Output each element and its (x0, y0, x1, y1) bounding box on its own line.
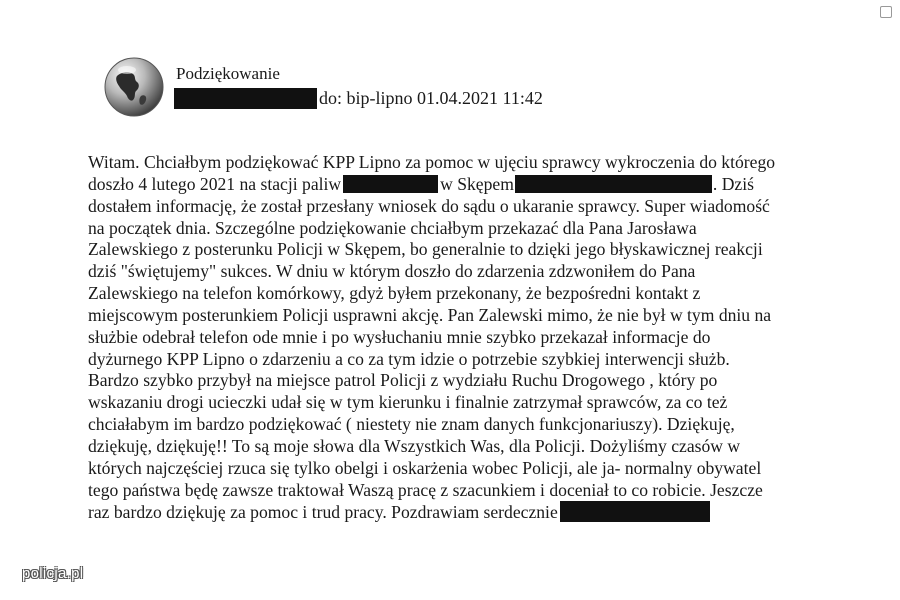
closing-text: raz bardzo dziękuję za pomoc i trud pracy. Pozdrawiam serdecznie (88, 501, 558, 522)
body-fragment: . Dziś (712, 173, 754, 194)
body-line: dyżurnego KPP Lipno o zdarzeniu a co za tym idzie o potrzebie szybkiej interwencji służb. (88, 348, 730, 369)
corner-mark (880, 6, 892, 18)
body-line: Zalewskiego na telefon komórkowy, gdyż byłem przekonany, że bezpośredni kontakt z (88, 283, 701, 304)
globe-icon (103, 56, 165, 118)
body-line: chciałabym im bardzo podziękować ( niestety nie znam danych funkcjonariuszy). Dziękuję, (88, 414, 735, 435)
body-line: służbie odebrał telefon ode mnie i po wysłuchaniu mnie szybko przekazał informacje do (88, 326, 711, 347)
body-line: Witam. Chciałbym podziękować KPP Lipno za pomoc w ujęciu sprawcy wykroczenia do którego (88, 152, 776, 172)
body-line: dziękuję, dziękuję!! To są moje słowa dla Wszystkich Was, dla Policji. Dożyliśmy czasów w (88, 435, 741, 456)
redacted-signature (560, 501, 710, 522)
body-fragment: w Skępem (440, 173, 514, 194)
email-header-line (174, 88, 543, 109)
redacted-station (343, 175, 438, 193)
body-line: Zalewskiego z posterunku Policji w Skępem, bo generalnie to dzięki jego błyskawicznej reakcji (88, 239, 763, 260)
body-line: których najczęściej rzuca się tylko obelgi i oskarżenia wobec Policji, ale ja- normalny obywatel (88, 457, 762, 478)
body-line (88, 174, 868, 196)
recipient-date: do: bip-lipno 01.04.2021 11:42 (319, 88, 543, 108)
email-subject: Podziękowanie (176, 64, 280, 83)
watermark: policja.pl (22, 565, 84, 582)
body-line: na początek dnia. Szczególne podziękowanie chciałbym przekazać dla Pana Jarosława (88, 217, 697, 238)
body-line: dziś "świętujemy" sukces. W dniu w którym doszło do zdarzenia zdzwoniłem do Pana (88, 261, 696, 282)
body-line: wskazaniu drogi ucieczki udał się w tym kierunku i finalnie zatrzymał sprawców, za co też (88, 392, 728, 413)
body-line (88, 502, 868, 524)
body-line: Bardzo szybko przybył na miejsce patrol Policji z wydziału Ruchu Drogowego , który po (88, 370, 718, 391)
body-line: tego państwa będę zawsze traktował Waszą pracę z szacunkiem i doceniał to co robicie. Jeszcze (88, 479, 763, 500)
body-line: miejscowym posterunkiem Policji usprawni akcję. Pan Zalewski mimo, że nie był w tym dniu na (88, 304, 772, 325)
body-line: dostałem informację, że został przesłany wniosek do sądu o ukaranie sprawcy. Super wiadomość (88, 195, 770, 216)
email-body (88, 152, 868, 524)
redacted-location (515, 175, 712, 193)
redacted-sender (174, 88, 317, 109)
body-fragment: doszło 4 lutego 2021 na stacji paliw (88, 173, 342, 194)
